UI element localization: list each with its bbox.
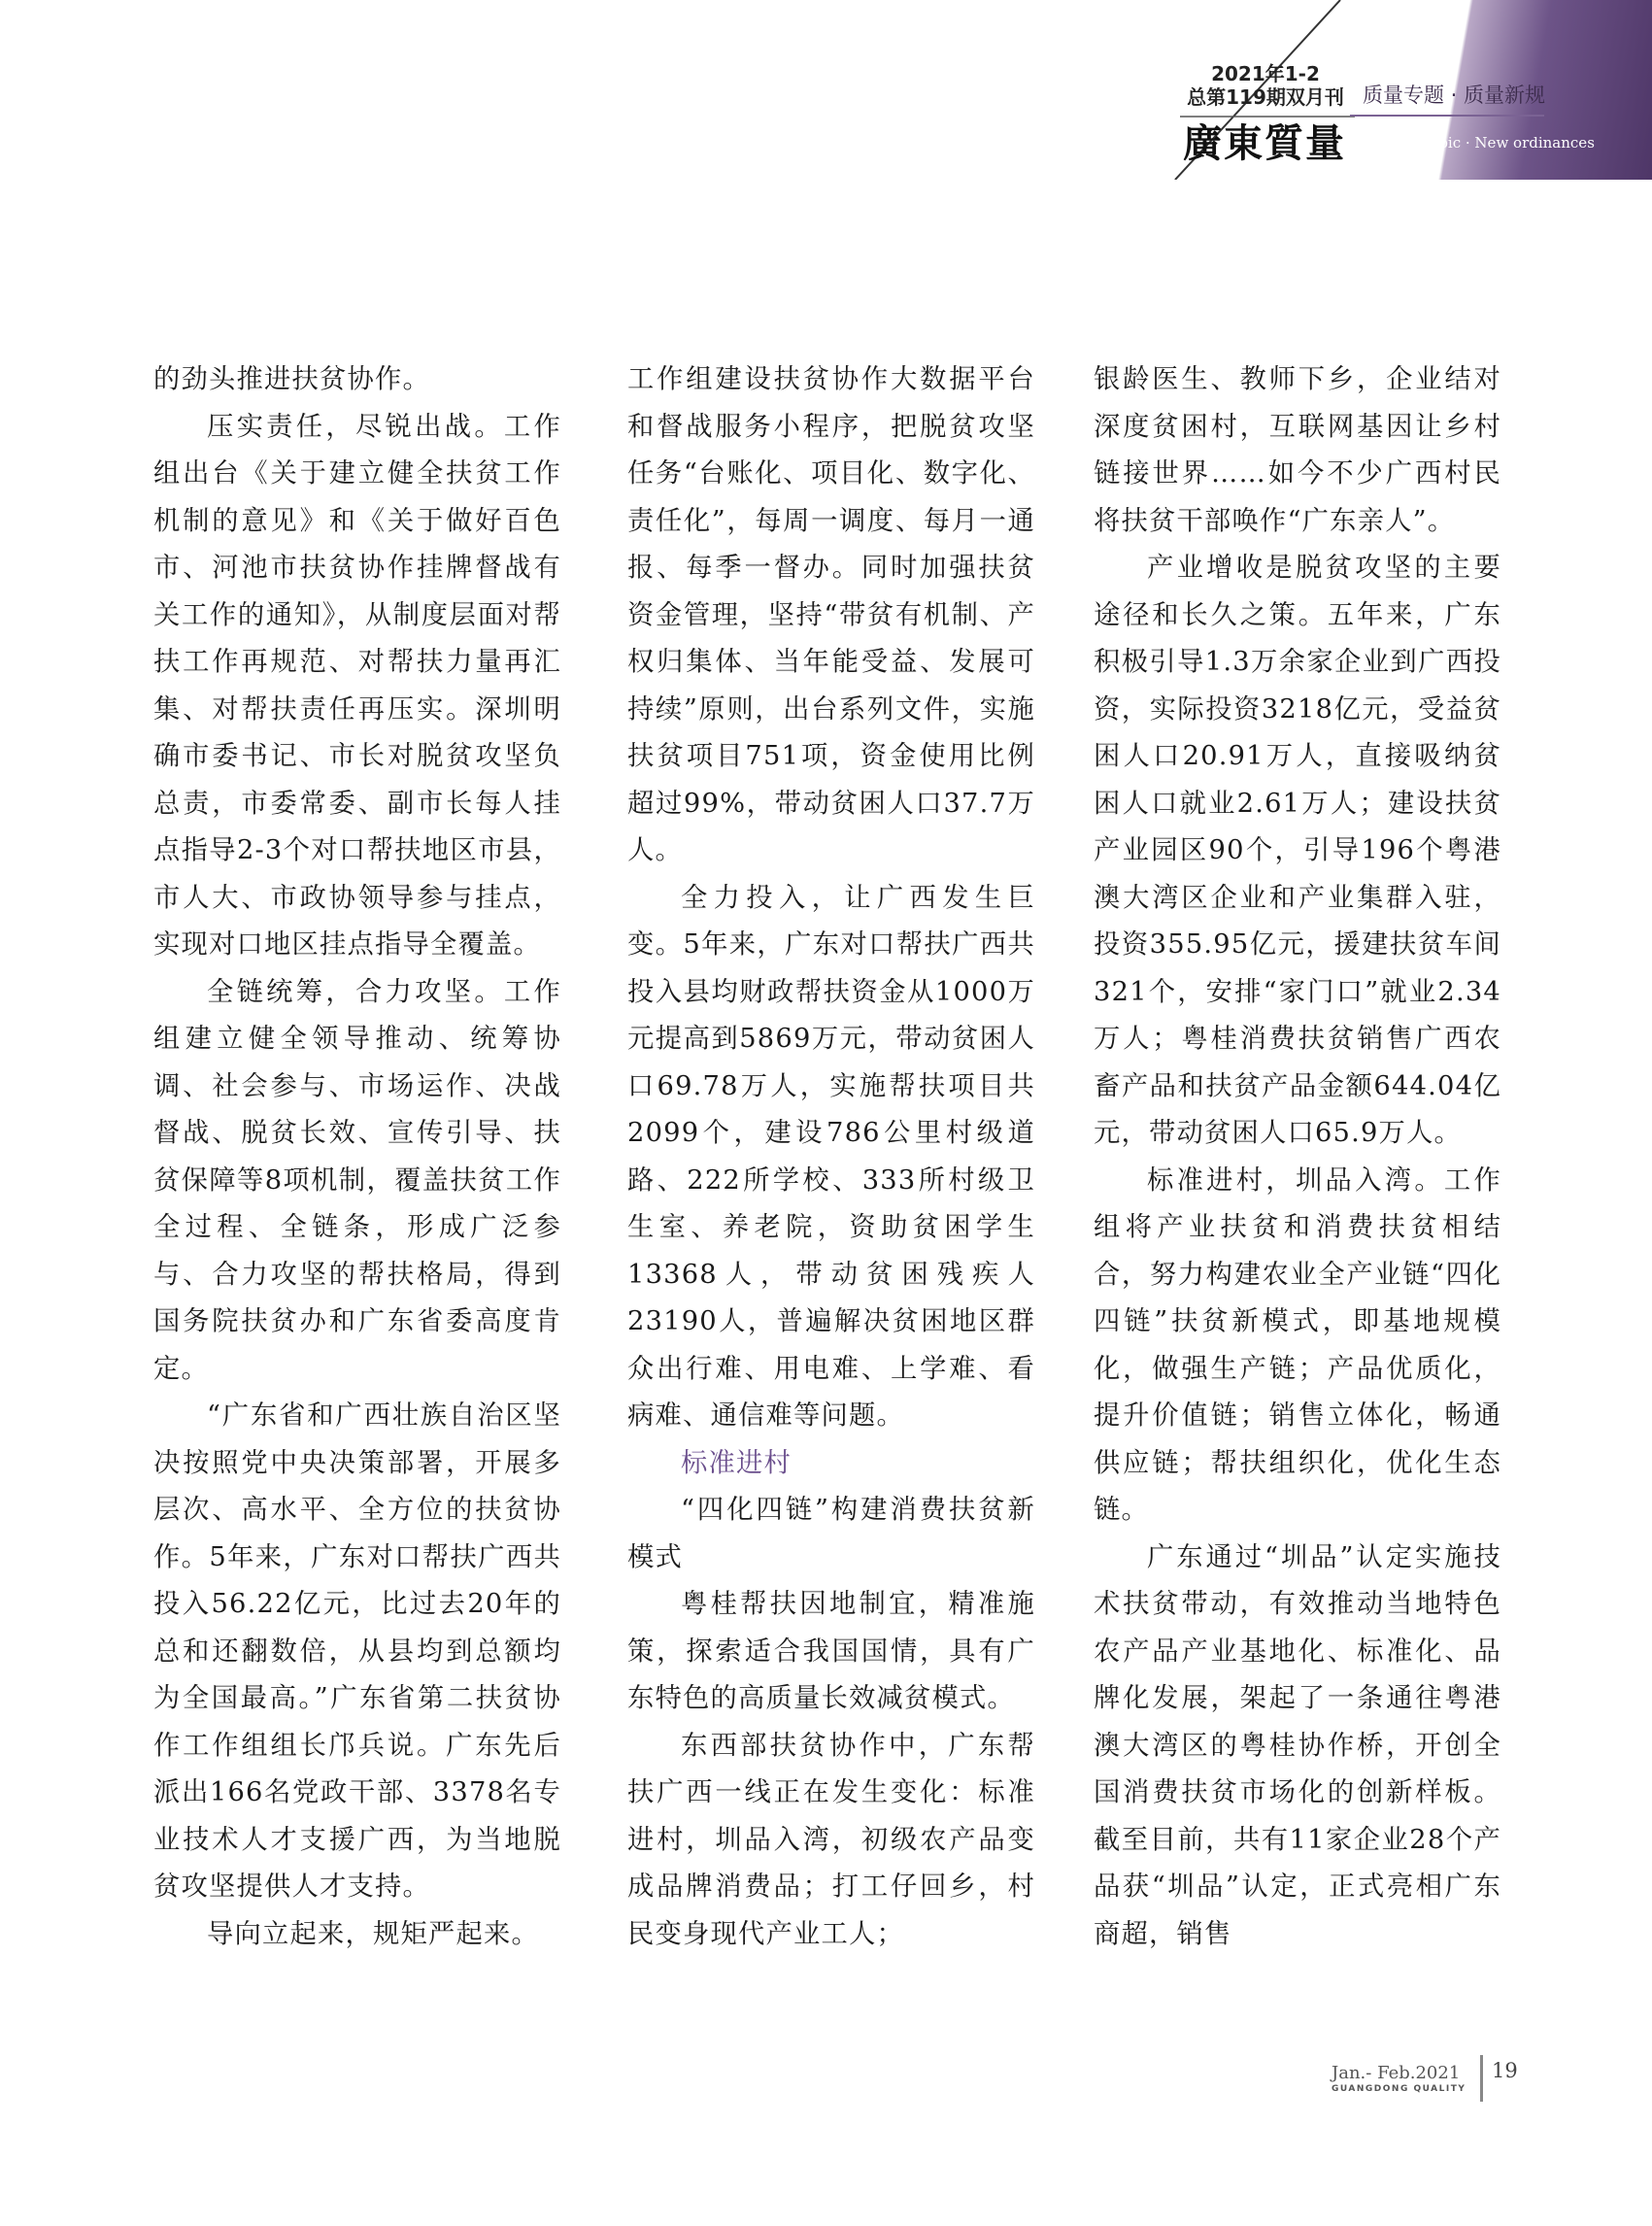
text-column-2: [627, 356, 1035, 1958]
paragraph: 标准进村，圳品入湾。工作组将产业扶贫和消费扶贫相结合，努力构建农业全产业链“四化四链”扶贫新模式，即基地规模化，做强生产链；产品优质化，提升价值链；销售立体化，畅通供应链；帮扶组织化，优化生态链。: [1094, 1164, 1501, 1525]
paragraph: 压实责任，尽锐出战。工作组出台《关于建立健全扶贫工作机制的意见》和《关于做好百色市、河池市扶贫协作挂牌督战有关工作的通知》，从制度层面对帮扶工作再规范、对帮扶力量再汇集、对帮扶责任再压实。深圳明确市委书记、市长对脱贫攻坚负总责，市委常委、副市长每人挂点指导2-3个对口帮扶地区市县，市人大、市政协领导参与挂点，实现对口地区挂点指导全覆盖。: [153, 411, 561, 960]
paragraph: 东西部扶贫协作中，广东帮扶广西一线正在发生变化：标准进村，圳品入湾，初级农产品变成品牌消费品；打工仔回乡，村民变身现代产业工人；: [627, 1730, 1035, 1949]
page-number: 19: [1492, 2059, 1518, 2082]
issue-number: 总第119期双月刊: [1187, 85, 1344, 109]
paragraph: 工作组建设扶贫协作大数据平台和督战服务小程序，把脱贫攻坚任务“台账化、项目化、数字化、责任化”，每周一调度、每月一通报、每季一督办。同时加强扶贫资金管理，坚持“带贫有机制、产权归集体、当年能受益、发展可持续”原则，出台系列文件，实施扶贫项目751项，资金使用比例超过99%，带动贫困人口37.7万人。: [627, 364, 1035, 865]
section-topic: 质量专题 · 质量新规: [1363, 84, 1546, 107]
footer-date: Jan.- Feb.2021: [1332, 2063, 1461, 2083]
paragraph: “广东省和广西壮族自治区坚决按照党中央决策部署，开展多层次、高水平、全方位的扶贫协作。5年来，广东对口帮扶广西共投入56.22亿元，比过去20年的总和还翻数倍，从县均到总额均为全国最高。”广东省第二扶贫协作工作组组长邝兵说。广东先后派出166名党政干部、3378名专业技术人才支援广西，为当地脱贫攻坚提供人才支持。: [153, 1400, 561, 1902]
header-rule: [1350, 115, 1544, 117]
paragraph: 的劲头推进扶贫协作。: [153, 364, 430, 394]
text-column-3: [1094, 356, 1501, 1958]
paragraph: 银龄医生、教师下乡，企业结对深度贫困村，互联网基因让乡村链接世界……如今不少广西村民将扶贫干部唤作“广东亲人”。: [1094, 364, 1501, 536]
paragraph: 产业增收是脱贫攻坚的主要途径和长久之策。五年来，广东积极引导1.3万余家企业到广西投资，实际投资3218亿元，受益贫困人口20.91万人，直接吸纳贫困人口就业2.61万人；建设扶贫产业园区90个，引导196个粤港澳大湾区企业和产业集群入驻，投资355.95亿元，援建扶贫车间321个，安排“家门口”就业2.34万人；粤桂消费扶贫销售广西农畜产品和扶贫产品金额644.04亿元，带动贫困人口65.9万人。: [1094, 553, 1501, 1148]
footer-divider: [1480, 2055, 1483, 2102]
issue-info: [1183, 62, 1348, 109]
text-column-1: [153, 356, 561, 1958]
paragraph: 全链统筹，合力攻坚。工作组建立健全领导推动、统筹协调、社会参与、市场运作、决战督战、脱贫长效、宣传引导、扶贫保障等8项机制，覆盖扶贫工作全过程、全链条，形成广泛参与、合力攻坚的帮扶格局，得到国务院扶贫办和广东省委高度肯定。: [153, 976, 561, 1384]
paragraph: 广东通过“圳品”认定实施技术扶贫带动，有效推动当地特色农产品产业基地化、标准化、品牌化发展，架起了一条通往粤港澳大湾区的粤桂协作桥，开创全国消费扶贫市场化的创新样板。截至目前，共有11家企业28个产品获“圳品”认定，正式亮相广东商超，销售: [1094, 1541, 1501, 1949]
paragraph: 导向立起来，规矩严起来。: [207, 1918, 539, 1949]
paragraph: 全力投入，让广西发生巨变。5年来，广东对口帮扶广西共投入县均财政帮扶资金从1000万元提高到5869万元，带动贫困人口69.78万人，实施帮扶项目共2099个，建设786公里村级道路、222所学校、333所村级卫生室、养老院，资助贫困学生13368人，带动贫困残疾人23190人，普遍解决贫困地区群众出行难、用电难、上学难、看病难、通信难等问题。: [627, 882, 1035, 1431]
footer-magazine-name: GUANGDONG QUALITY: [1332, 2084, 1467, 2094]
issue-date: 2021年1-2: [1211, 62, 1320, 85]
section-subhead: 标准进村: [681, 1447, 792, 1478]
paragraph: 粤桂帮扶因地制宜，精准施策，探索适合我国国情，具有广东特色的高质量长效减贫模式。: [627, 1589, 1035, 1713]
paragraph: “四化四链”构建消费扶贫新模式: [627, 1495, 1035, 1572]
section-topic-en: Special Topic · New ordinances: [1363, 134, 1595, 152]
magazine-logo: 廣東質量: [1183, 120, 1346, 166]
